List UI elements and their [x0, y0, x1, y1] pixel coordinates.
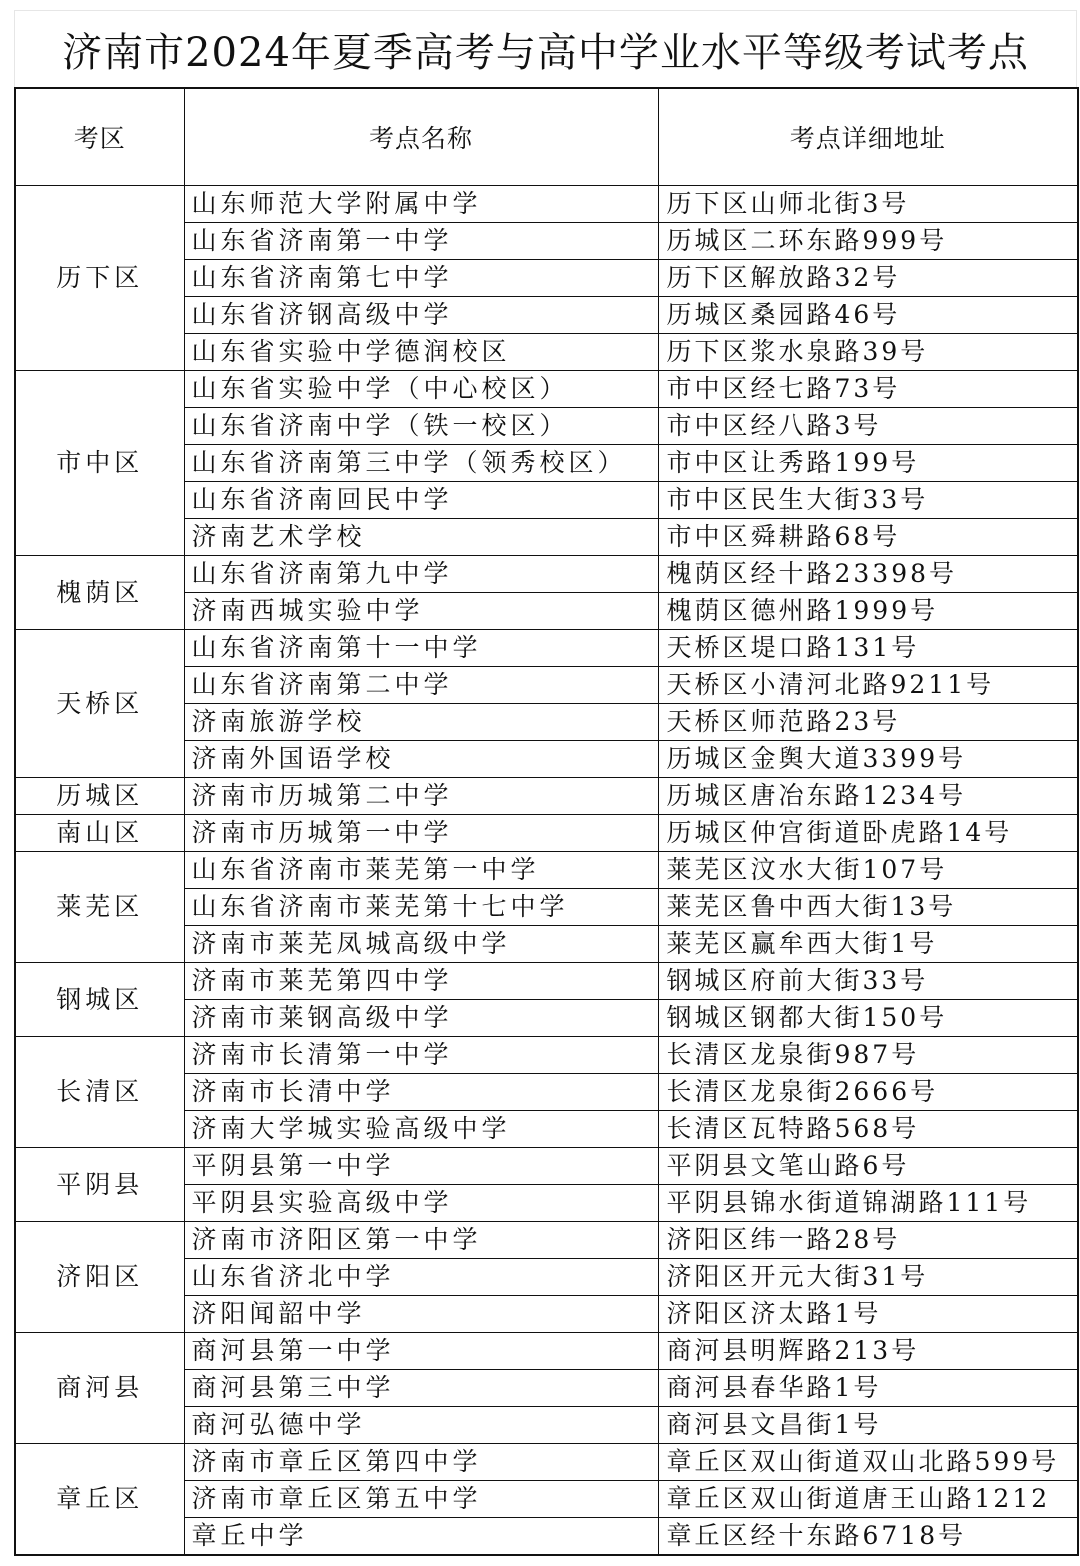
site-name-cell: 济南市历城第二中学	[184, 778, 658, 815]
district-cell: 天桥区	[15, 630, 184, 778]
site-address-cell: 长清区瓦特路568号	[658, 1111, 1078, 1148]
site-name-cell: 山东省实验中学德润校区	[184, 334, 658, 371]
site-address-cell: 商河县文昌街1号	[658, 1407, 1078, 1444]
column-header-district: 考区	[15, 88, 184, 186]
site-name-cell: 山东省济南第十一中学	[184, 630, 658, 667]
site-address-cell: 市中区经八路3号	[658, 408, 1078, 445]
table-row	[15, 371, 1078, 408]
site-address-cell: 莱芜区赢牟西大街1号	[658, 926, 1078, 963]
site-name-cell: 山东省济南第三中学（领秀校区）	[184, 445, 658, 482]
district-cell: 莱芜区	[15, 852, 184, 963]
site-address-cell: 钢城区府前大街33号	[658, 963, 1078, 1000]
site-address-cell: 商河县明辉路213号	[658, 1333, 1078, 1370]
table-row	[15, 1222, 1078, 1259]
site-name-cell: 山东省济钢高级中学	[184, 297, 658, 334]
site-name-cell: 济南外国语学校	[184, 741, 658, 778]
site-address-cell: 济阳区开元大街31号	[658, 1259, 1078, 1296]
district-cell: 平阴县	[15, 1148, 184, 1222]
table-row	[15, 1333, 1078, 1370]
site-name-cell: 济南旅游学校	[184, 704, 658, 741]
site-address-cell: 历下区解放路32号	[658, 260, 1078, 297]
site-address-cell: 历城区唐冶东路1234号	[658, 778, 1078, 815]
site-name-cell: 山东省实验中学（中心校区）	[184, 371, 658, 408]
district-cell: 历城区	[15, 778, 184, 815]
site-address-cell: 市中区民生大街33号	[658, 482, 1078, 519]
site-name-cell: 平阴县实验高级中学	[184, 1185, 658, 1222]
site-name-cell: 山东省济南第一中学	[184, 223, 658, 260]
site-address-cell: 历城区桑园路46号	[658, 297, 1078, 334]
site-name-cell: 平阴县第一中学	[184, 1148, 658, 1185]
site-address-cell: 历下区山师北街3号	[658, 186, 1078, 223]
site-name-cell: 商河县第三中学	[184, 1370, 658, 1407]
document-page	[14, 10, 1077, 1556]
site-address-cell: 市中区舜耕路68号	[658, 519, 1078, 556]
site-name-cell: 章丘中学	[184, 1518, 658, 1556]
site-address-cell: 天桥区小清河北路9211号	[658, 667, 1078, 704]
site-name-cell: 济南大学城实验高级中学	[184, 1111, 658, 1148]
district-cell: 钢城区	[15, 963, 184, 1037]
site-name-cell: 济南市济阳区第一中学	[184, 1222, 658, 1259]
site-address-cell: 市中区经七路73号	[658, 371, 1078, 408]
site-address-cell: 莱芜区汶水大街107号	[658, 852, 1078, 889]
site-name-cell: 商河弘德中学	[184, 1407, 658, 1444]
table-row	[15, 630, 1078, 667]
site-name-cell: 山东省济南市莱芜第十七中学	[184, 889, 658, 926]
site-name-cell: 商河县第一中学	[184, 1333, 658, 1370]
site-name-cell: 山东省济南中学（铁一校区）	[184, 408, 658, 445]
site-address-cell: 历下区浆水泉路39号	[658, 334, 1078, 371]
table-row	[15, 1037, 1078, 1074]
table-row	[15, 815, 1078, 852]
site-address-cell: 历城区仲宫街道卧虎路14号	[658, 815, 1078, 852]
site-name-cell: 济南艺术学校	[184, 519, 658, 556]
site-address-cell: 槐荫区德州路1999号	[658, 593, 1078, 630]
district-cell: 长清区	[15, 1037, 184, 1148]
site-name-cell: 济南市章丘区第五中学	[184, 1481, 658, 1518]
table-row	[15, 556, 1078, 593]
site-name-cell: 济南市长清第一中学	[184, 1037, 658, 1074]
site-address-cell: 市中区让秀路199号	[658, 445, 1078, 482]
document-title: 济南市2024年夏季高考与高中学业水平等级考试考点	[14, 10, 1077, 87]
site-address-cell: 章丘区双山街道唐王山路1212	[658, 1481, 1078, 1518]
column-header-address: 考点详细地址	[658, 88, 1078, 186]
site-address-cell: 钢城区钢都大街150号	[658, 1000, 1078, 1037]
site-address-cell: 章丘区双山街道双山北路599号	[658, 1444, 1078, 1481]
site-name-cell: 山东师范大学附属中学	[184, 186, 658, 223]
table-row	[15, 1148, 1078, 1185]
table-body	[15, 186, 1078, 1556]
district-cell: 济阳区	[15, 1222, 184, 1333]
site-name-cell: 山东省济南第七中学	[184, 260, 658, 297]
site-name-cell: 济南市章丘区第四中学	[184, 1444, 658, 1481]
table-row	[15, 186, 1078, 223]
site-name-cell: 济南市莱钢高级中学	[184, 1000, 658, 1037]
district-cell: 章丘区	[15, 1444, 184, 1556]
site-address-cell: 槐荫区经十路23398号	[658, 556, 1078, 593]
exam-sites-table	[14, 87, 1079, 1556]
site-name-cell: 济南市莱芜第四中学	[184, 963, 658, 1000]
site-address-cell: 历城区二环东路999号	[658, 223, 1078, 260]
site-name-cell: 山东省济南回民中学	[184, 482, 658, 519]
site-address-cell: 天桥区堤口路131号	[658, 630, 1078, 667]
site-name-cell: 山东省济南市莱芜第一中学	[184, 852, 658, 889]
table-row	[15, 778, 1078, 815]
site-name-cell: 济南市莱芜凤城高级中学	[184, 926, 658, 963]
table-header-row	[15, 88, 1078, 186]
district-cell: 商河县	[15, 1333, 184, 1444]
table-row	[15, 963, 1078, 1000]
site-name-cell: 济南市历城第一中学	[184, 815, 658, 852]
site-name-cell: 济南西城实验中学	[184, 593, 658, 630]
site-name-cell: 济阳闻韶中学	[184, 1296, 658, 1333]
site-address-cell: 平阴县锦水街道锦湖路111号	[658, 1185, 1078, 1222]
site-address-cell: 济阳区济太路1号	[658, 1296, 1078, 1333]
district-cell: 南山区	[15, 815, 184, 852]
district-cell: 槐荫区	[15, 556, 184, 630]
site-address-cell: 历城区金舆大道3399号	[658, 741, 1078, 778]
column-header-site-name: 考点名称	[184, 88, 658, 186]
district-cell: 历下区	[15, 186, 184, 371]
site-name-cell: 山东省济北中学	[184, 1259, 658, 1296]
site-name-cell: 济南市长清中学	[184, 1074, 658, 1111]
site-name-cell: 山东省济南第九中学	[184, 556, 658, 593]
site-address-cell: 商河县春华路1号	[658, 1370, 1078, 1407]
site-name-cell: 山东省济南第二中学	[184, 667, 658, 704]
table-row	[15, 852, 1078, 889]
table-row	[15, 1444, 1078, 1481]
site-address-cell: 济阳区纬一路28号	[658, 1222, 1078, 1259]
site-address-cell: 天桥区师范路23号	[658, 704, 1078, 741]
site-address-cell: 章丘区经十东路6718号	[658, 1518, 1078, 1556]
site-address-cell: 长清区龙泉街987号	[658, 1037, 1078, 1074]
district-cell: 市中区	[15, 371, 184, 556]
site-address-cell: 平阴县文笔山路6号	[658, 1148, 1078, 1185]
site-address-cell: 莱芜区鲁中西大街13号	[658, 889, 1078, 926]
site-address-cell: 长清区龙泉街2666号	[658, 1074, 1078, 1111]
